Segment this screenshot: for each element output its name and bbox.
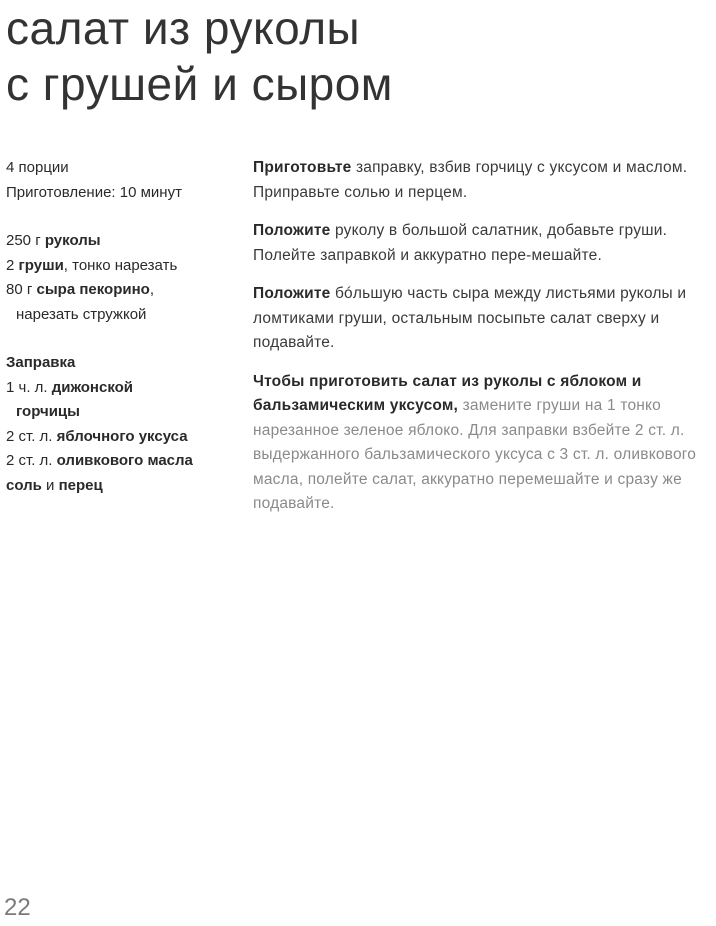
title-line-1: салат из руколы [6,2,361,54]
step-1 [253,156,713,205]
title-line-2: с грушей и сыром [6,58,393,110]
ingredient-amount: 1 ч. л. [6,378,52,396]
ingredient-name: сыра пекорино [36,281,150,298]
ingredient-amount: 250 г [6,232,45,249]
servings: 4 порции [6,159,69,176]
prep-time: Приготовление: 10 минут [6,183,182,201]
step-text: бóльшую часть сыра между листьями руколы и ломтиками груши, остальным посыпьте салат сверху и подавайте. [253,285,687,351]
ingredient-pecorino [6,278,236,303]
ingredient-note: , тонко нарезать [63,256,178,274]
dressing-seasoning [6,474,236,499]
step-lead: Приготовьте [253,159,352,176]
dressing-mustard [6,376,236,401]
step-lead: Положите [253,285,331,302]
variant-text: замените груши на 1 тонко нарезанное зеленое яблоко. Для заправки взбейте 2 ст. л. выдержанного бальзамического уксуса с 3 ст. л. оливкового масла, полейте салат, аккуратно перемешайте и сразу же подавайте. [253,397,697,512]
ingredient-arugula [6,229,236,254]
ingredient-amount: 2 [6,256,19,274]
dressing-vinegar [6,425,236,450]
dressing-oil [6,449,236,474]
step-text: заправку, взбив горчицу с уксусом и маслом. Приправьте солью и перцем. [253,159,688,201]
variant-lead: Чтобы приготовить салат из руколы с яблоком и бальзамическим уксусом, [253,372,642,414]
ingredient-name: груши [18,256,64,274]
ingredient-amount: 2 ст. л. [6,427,57,445]
ingredient-sep: , [149,281,154,298]
ingredient-sep: и [41,476,59,494]
dressing-mustard-cont: горчицы [16,403,80,420]
ingredient-name: соль [6,476,42,494]
step-2 [253,219,713,268]
ingredient-name: дижонской [51,378,134,396]
ingredients-column [6,156,236,498]
step-3 [253,282,713,356]
page-title [6,0,393,112]
ingredient-amount: 2 ст. л. [6,452,57,469]
step-text: руколу в большой салатник, добавьте груши. Полейте заправкой и аккуратно пере-мешайте. [253,222,668,264]
variant-tip [253,370,713,517]
ingredient-name: яблочного уксуса [56,427,188,445]
ingredient-name: оливкового масла [56,452,193,469]
page-number: 22 [4,894,31,921]
ingredient-amount: 80 г [6,281,37,298]
ingredient-name: руколы [44,232,101,249]
ingredient-name: перец [58,476,103,494]
instructions-column [253,156,713,531]
spacer [6,327,236,351]
ingredient-note: нарезать стружкой [16,305,147,323]
step-lead: Положите [253,222,331,239]
dressing-heading: Заправка [6,354,76,371]
spacer [6,205,236,229]
ingredient-pears [6,254,236,279]
